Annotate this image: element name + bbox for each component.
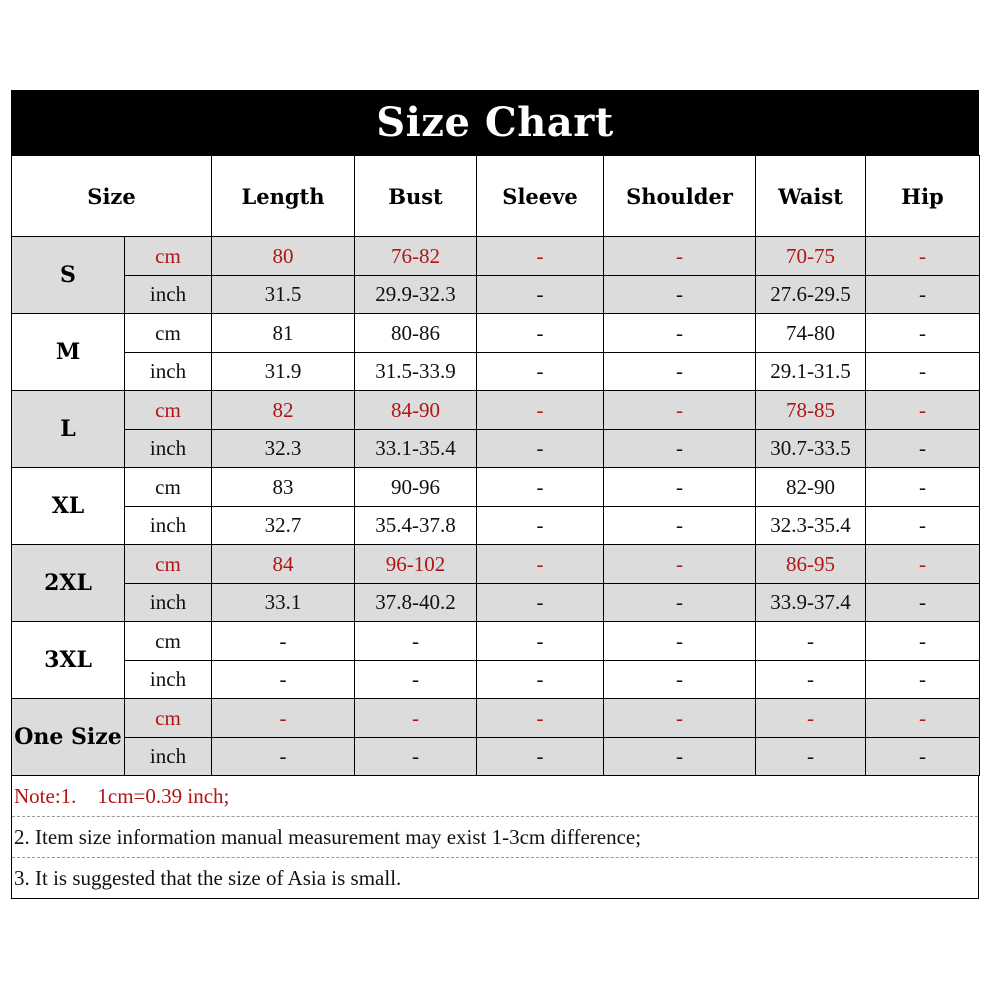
unit-label: inch [125,353,212,391]
chart-title: Size Chart [376,99,614,146]
size-label: XL [12,468,125,545]
measure-cell: - [604,276,756,314]
measure-cell: - [477,468,604,507]
measure-cell: 33.9-37.4 [756,584,866,622]
note-line: 2. Item size information manual measurement may exist 1-3cm difference; [12,816,978,857]
measure-cell: - [756,738,866,776]
table-row [12,391,980,430]
table-row [12,738,980,776]
measure-cell: - [756,661,866,699]
measure-cell: 30.7-33.5 [756,430,866,468]
measure-cell: - [477,391,604,430]
unit-label: cm [125,391,212,430]
size-table [11,155,980,776]
size-chart [11,90,979,899]
header-sleeve: Sleeve [477,156,604,237]
measure-cell: 96-102 [355,545,477,584]
table-row [12,545,980,584]
measure-cell: 32.3-35.4 [756,507,866,545]
measure-cell: - [756,622,866,661]
measure-cell: - [604,738,756,776]
notes [11,776,979,899]
note-line: 3. It is suggested that the size of Asia is small. [12,857,978,898]
table-row [12,353,980,391]
measure-cell: - [477,622,604,661]
table-row [12,622,980,661]
measure-cell: 32.3 [212,430,355,468]
measure-cell: 31.5 [212,276,355,314]
measure-cell: - [866,584,980,622]
unit-label: inch [125,738,212,776]
measure-cell: - [477,738,604,776]
table-row [12,430,980,468]
measure-cell: - [604,699,756,738]
measure-cell: - [866,622,980,661]
measure-cell: - [866,391,980,430]
measure-cell: 80 [212,237,355,276]
unit-label: cm [125,314,212,353]
measure-cell: 82 [212,391,355,430]
header-shoulder: Shoulder [604,156,756,237]
measure-cell: - [866,430,980,468]
measure-cell: - [477,237,604,276]
unit-label: cm [125,622,212,661]
measure-cell: - [604,314,756,353]
measure-cell: 82-90 [756,468,866,507]
measure-cell: - [604,622,756,661]
measure-cell: - [866,738,980,776]
measure-cell: - [604,661,756,699]
measure-cell: 83 [212,468,355,507]
measure-cell: 31.9 [212,353,355,391]
table-row [12,276,980,314]
measure-cell: 86-95 [756,545,866,584]
unit-label: inch [125,276,212,314]
measure-cell: - [866,276,980,314]
measure-cell: - [477,507,604,545]
measure-cell: 84 [212,545,355,584]
note-line: Note:1. 1cm=0.39 inch; [14,784,230,808]
measure-cell: 74-80 [756,314,866,353]
measure-cell: - [477,699,604,738]
measure-cell: - [212,738,355,776]
measure-cell: - [604,584,756,622]
measure-cell: - [477,545,604,584]
measure-cell: - [355,661,477,699]
measure-cell: - [866,468,980,507]
measure-cell: - [212,699,355,738]
measure-cell: - [604,391,756,430]
measure-cell: 84-90 [355,391,477,430]
measure-cell: 78-85 [756,391,866,430]
measure-cell: 32.7 [212,507,355,545]
measure-cell: - [604,237,756,276]
measure-cell: 29.9-32.3 [355,276,477,314]
header-hip: Hip [866,156,980,237]
measure-cell: - [355,738,477,776]
unit-label: cm [125,468,212,507]
measure-cell: - [212,622,355,661]
size-label: S [12,237,125,314]
unit-label: cm [125,237,212,276]
measure-cell: 81 [212,314,355,353]
measure-cell: - [355,622,477,661]
measure-cell: 80-86 [355,314,477,353]
unit-label: inch [125,507,212,545]
table-row [12,699,980,738]
measure-cell: 90-96 [355,468,477,507]
table-row [12,507,980,545]
measure-cell: - [604,507,756,545]
measure-cell: 27.6-29.5 [756,276,866,314]
header-bust: Bust [355,156,477,237]
measure-cell: 35.4-37.8 [355,507,477,545]
measure-cell: 37.8-40.2 [355,584,477,622]
header-length: Length [212,156,355,237]
measure-cell: - [866,353,980,391]
measure-cell: - [756,699,866,738]
title-bar [11,90,979,155]
unit-label: inch [125,430,212,468]
measure-cell: - [604,430,756,468]
table-row [12,661,980,699]
measure-cell: - [604,353,756,391]
measure-cell: - [355,699,477,738]
measure-cell: - [477,353,604,391]
unit-label: cm [125,545,212,584]
measure-cell: 33.1-35.4 [355,430,477,468]
measure-cell: 76-82 [355,237,477,276]
measure-cell: 31.5-33.9 [355,353,477,391]
measure-cell: - [477,276,604,314]
unit-label: inch [125,584,212,622]
measure-cell: - [866,507,980,545]
measure-cell: - [604,468,756,507]
measure-cell: - [477,584,604,622]
measure-cell: - [477,430,604,468]
measure-cell: - [866,661,980,699]
measure-cell: - [477,661,604,699]
measure-cell: - [866,314,980,353]
size-label: L [12,391,125,468]
measure-cell: - [604,545,756,584]
measure-cell: 70-75 [756,237,866,276]
header-size: Size [12,156,212,237]
measure-cell: 29.1-31.5 [756,353,866,391]
measure-cell: - [212,661,355,699]
size-label: 2XL [12,545,125,622]
table-row [12,584,980,622]
size-label: 3XL [12,622,125,699]
size-label: One Size [12,699,125,776]
header-row [12,156,980,237]
measure-cell: - [866,545,980,584]
header-waist: Waist [756,156,866,237]
table-row [12,314,980,353]
unit-label: inch [125,661,212,699]
measure-cell: - [866,699,980,738]
size-label: M [12,314,125,391]
unit-label: cm [125,699,212,738]
measure-cell: - [866,237,980,276]
measure-cell: - [477,314,604,353]
table-row [12,237,980,276]
table-row [12,468,980,507]
measure-cell: 33.1 [212,584,355,622]
